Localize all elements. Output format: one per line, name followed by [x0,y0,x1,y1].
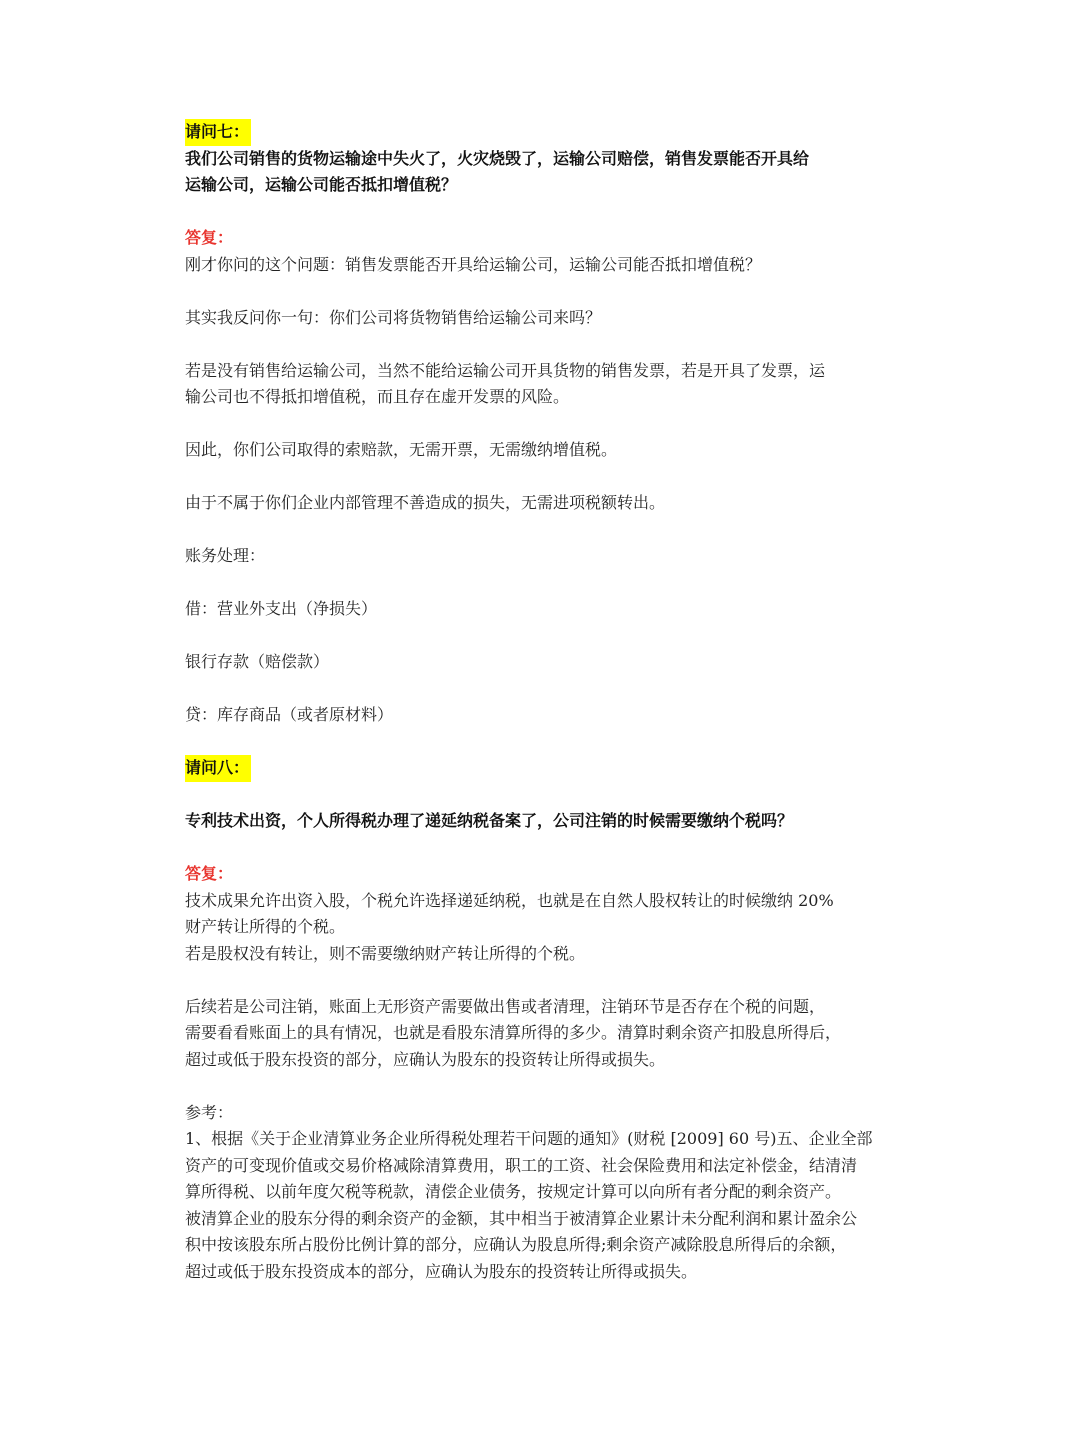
q8-question: 专利技术出资，个人所得税办理了递延纳税备案了，公司注销的时候需要缴纳个税吗？ [185,811,794,830]
q8-answer-a1-line-2: 财产转让所得的个税。 [185,917,346,936]
q7-label: 请问七： [185,119,251,146]
q8-answer-a1-line-3: 若是股权没有转让，则不需要缴纳财产转让所得的个税。 [185,943,586,963]
q7-answer-p4: 因此，你们公司取得的索赔款，无需开票，无需缴纳增值税。 [185,440,618,459]
q8-reference-line-5: 积中按该股东所占股份比例计算的部分，应确认为股息所得;剩余资产减除股息所得后的余额， [185,1235,847,1254]
q7-question-line-2: 运输公司，运输公司能否抵扣增值税？ [185,175,458,194]
q7-entry-credit: 贷：库存商品（或者原材料） [185,705,394,724]
q7-question-line-1: 我们公司销售的货物运输途中失火了，火灾烧毁了，运输公司赔偿，销售发票能否开具给 [185,148,810,168]
q8-reference-label: 参考： [185,1102,234,1122]
q8-reference-line-4: 被清算企业的股东分得的剩余资产的金额，其中相当于被清算企业累计未分配利润和累计盈余公 [185,1208,858,1228]
q8-answer-a1-line-1: 技术成果允许出资入股，个税允许选择递延纳税，也就是在自然人股权转让的时候缴纳 20% [185,890,834,910]
q8-reference-line-1: 1、根据《关于企业清算业务企业所得税处理若干问题的通知》(财税 [2009] 60 号)五、企业全部 [185,1129,873,1148]
q7-accounting-label: 账务处理： [185,546,266,565]
q8-answer-a2-line-1: 后续若是公司注销，账面上无形资产需要做出售或者清理，注销环节是否存在个税的问题， [185,996,826,1016]
document-page [185,119,900,1285]
q7-answer-p5: 由于不属于你们企业内部管理不善造成的损失，无需进项税额转出。 [185,493,666,512]
q8-reference-line-2: 资产的可变现价值或交易价格减除清算费用，职工的工资、社会保险费用和法定补偿金，结清清 [185,1155,858,1175]
q8-reference-line-3: 算所得税、以前年度欠税等税款，清偿企业债务，按规定计算可以向所有者分配的剩余资产。 [185,1182,842,1201]
q7-answer-p3-line-1: 若是没有销售给运输公司，当然不能给运输公司开具货物的销售发票，若是开具了发票，运 [185,360,826,380]
q8-reference-line-6: 超过或低于股东投资成本的部分，应确认为股东的投资转让所得或损失。 [185,1261,698,1281]
q8-answer-a2-line-2: 需要看看账面上的具有情况，也就是看股东清算所得的多少。清算时剩余资产扣股息所得后， [185,1023,842,1042]
q7-answer-p1: 刚才你问的这个问题：销售发票能否开具给运输公司，运输公司能否抵扣增值税？ [185,254,762,274]
q8-answer-label: 答复： [185,864,234,883]
q8-label-row [185,755,900,782]
q7-answer-p2: 其实我反问你一句：你们公司将货物销售给运输公司来吗？ [185,307,602,327]
q7-label-row [185,119,900,146]
q7-answer-p3-line-2: 输公司也不得抵扣增值税，而且存在虚开发票的风险。 [185,387,570,406]
q8-answer-a2-line-3: 超过或低于股东投资的部分，应确认为股东的投资转让所得或损失。 [185,1049,666,1069]
q7-answer-label: 答复： [185,228,234,247]
q7-entry-debit: 借：营业外支出（净损失） [185,599,378,618]
q8-label: 请问八： [185,755,251,782]
q7-entry-bank: 银行存款（赔偿款） [185,652,330,671]
